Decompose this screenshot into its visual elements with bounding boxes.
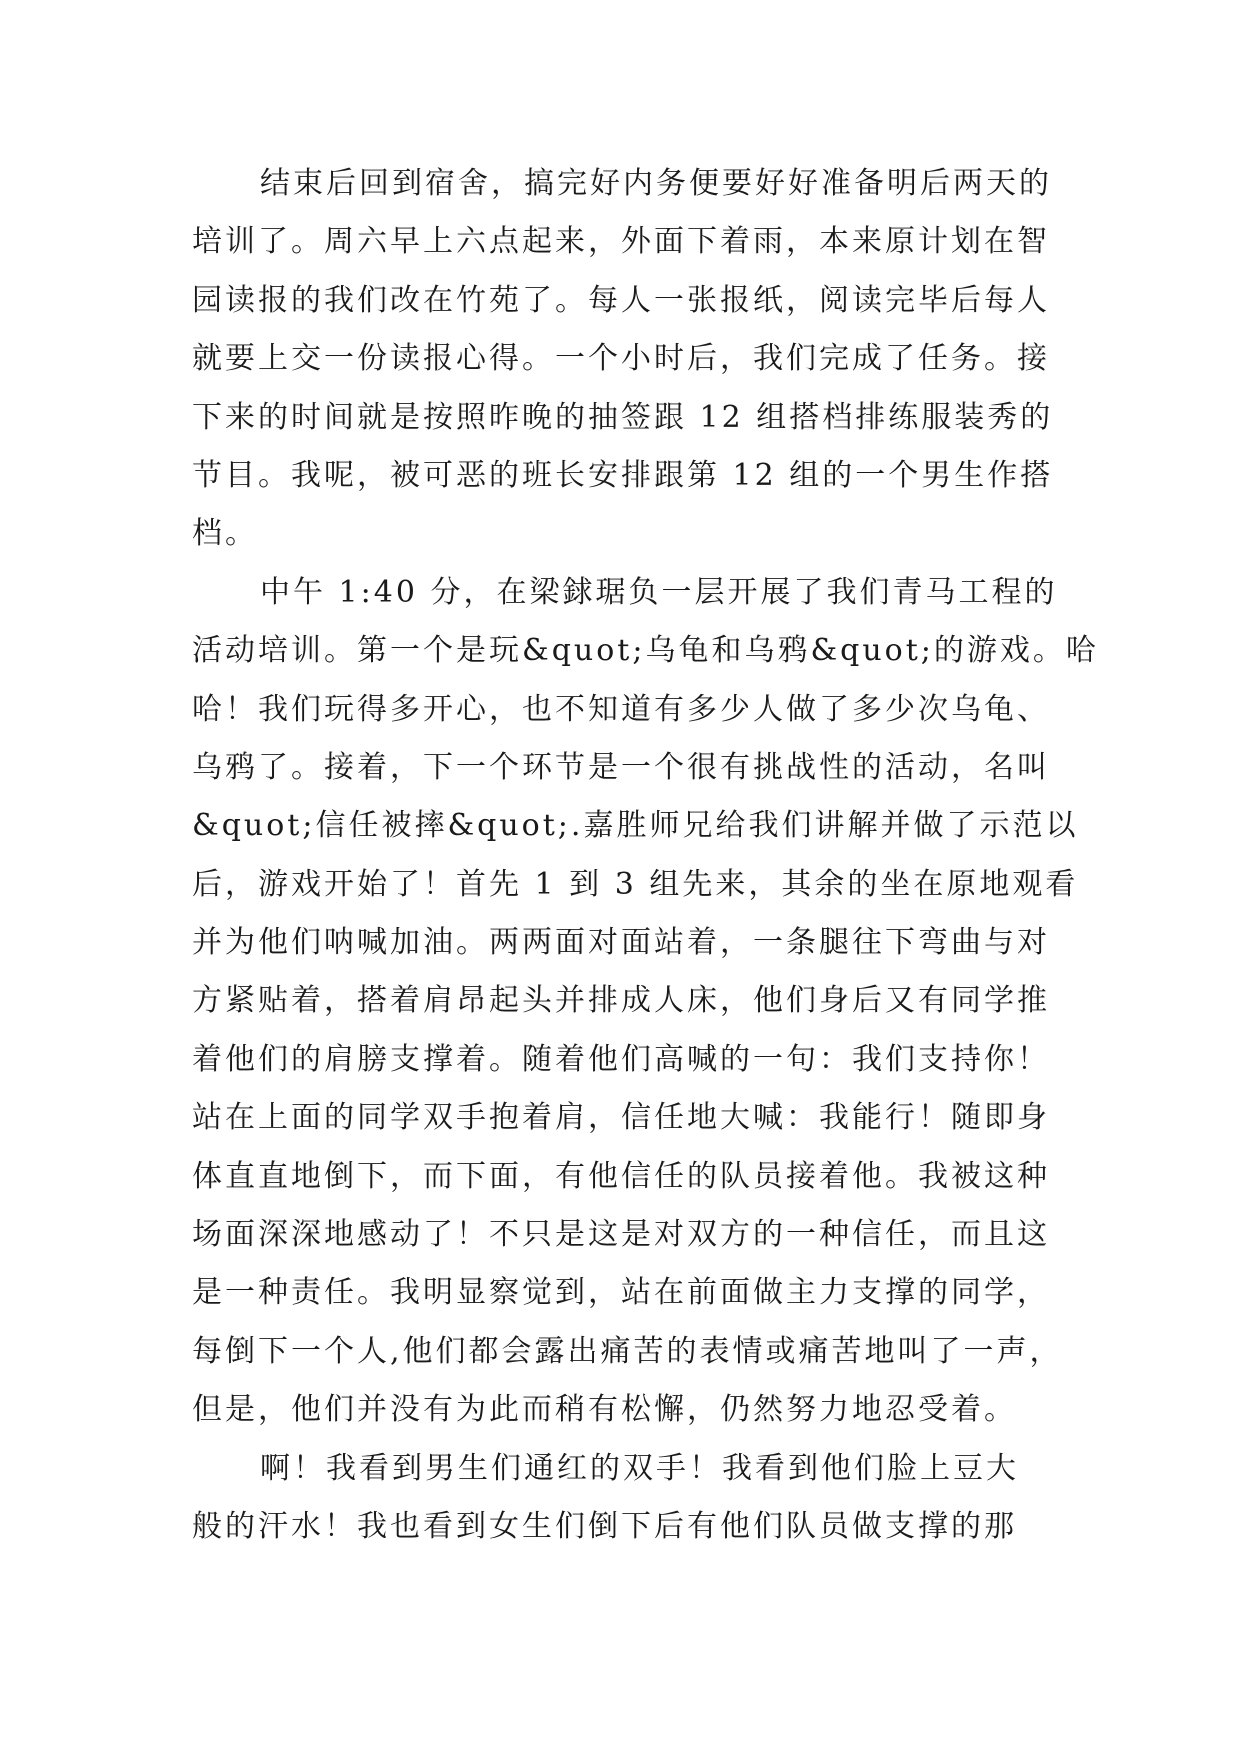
text-line: 就要上交一份读报心得。一个小时后，我们完成了任务。接 — [192, 341, 1050, 377]
text-line: 场面深深地感动了！不只是这是对双方的一种信任，而且这 — [192, 1217, 1050, 1253]
text-line: 每倒下一个人,他们都会露出痛苦的表情或痛苦地叫了一声， — [192, 1333, 1063, 1369]
text-line: 并为他们呐喊加油。两两面对面站着，一条腿往下弯曲与对 — [192, 925, 1050, 961]
text-line: 站在上面的同学双手抱着肩，信任地大喊：我能行！随即身 — [192, 1100, 1050, 1136]
text-line: 但是，他们并没有为此而稍有松懈，仍然努力地忍受着。 — [192, 1392, 1017, 1428]
paragraph-2 — [192, 564, 1099, 1440]
text-line: 活动培训。第一个是玩&quot;乌龟和乌鸦&quot;的游戏。哈 — [192, 633, 1099, 669]
text-line: 着他们的肩膀支撑着。随着他们高喊的一句：我们支持你！ — [192, 1041, 1050, 1077]
paragraph-1 — [192, 155, 1054, 564]
text-line: 啊！我看到男生们通红的双手！我看到他们脸上豆大 — [260, 1450, 1019, 1486]
text-line: 是一种责任。我明显察觉到，站在前面做主力支撑的同学， — [192, 1275, 1050, 1311]
text-line: 档。 — [192, 516, 258, 552]
text-line: 后，游戏开始了！首先 1 到 3 组先来，其余的坐在原地观看 — [192, 866, 1079, 902]
text-line: 乌鸦了。接着，下一个环节是一个很有挑战性的活动，名叫 — [192, 749, 1050, 785]
text-line: 方紧贴着，搭着肩昂起头并排成人床，他们身后又有同学推 — [192, 983, 1050, 1019]
text-line: 般的汗水！我也看到女生们倒下后有他们队员做支撑的那 — [192, 1508, 1017, 1544]
text-line: 园读报的我们改在竹苑了。每人一张报纸，阅读完毕后每人 — [192, 282, 1050, 318]
paragraph-3 — [192, 1440, 1054, 1557]
text-line: 培训了。周六早上六点起来，外面下着雨，本来原计划在智 — [192, 224, 1050, 260]
text-line: 结束后回到宿舍，搞完好内务便要好好准备明后两天的 — [260, 166, 1052, 201]
body-text — [192, 155, 1099, 1556]
text-line: 哈！我们玩得多开心，也不知道有多少人做了多少次乌龟、 — [192, 691, 1050, 727]
text-line: 中午 1:40 分，在梁銶琚负一层开展了我们青马工程的 — [260, 574, 1058, 610]
text-line: 体直直地倒下，而下面，有他信任的队员接着他。我被这种 — [192, 1158, 1050, 1194]
text-line: 节目。我呢，被可恶的班长安排跟第 12 组的一个男生作搭 — [192, 457, 1054, 493]
text-line: &quot;信任被摔&quot;.嘉胜师兄给我们讲解并做了示范以 — [192, 808, 1079, 844]
text-line: 下来的时间就是按照昨晚的抽签跟 12 组搭档排练服装秀的 — [192, 399, 1054, 435]
